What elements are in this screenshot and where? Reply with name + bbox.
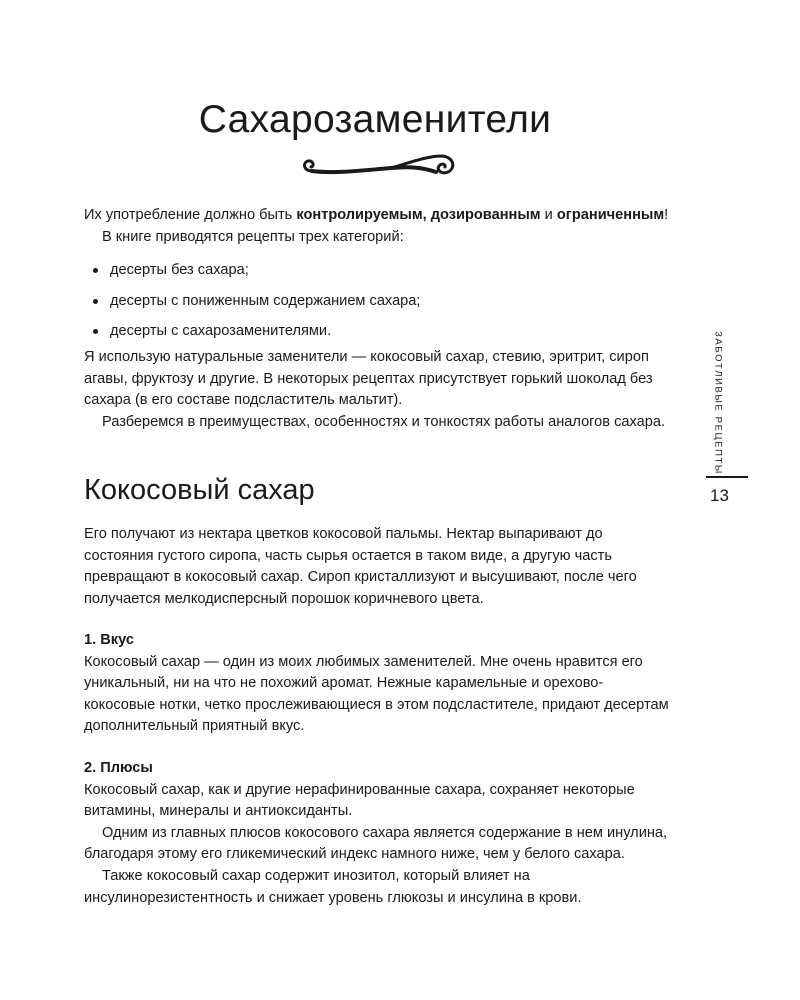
list-item: десерты без сахара; (84, 260, 670, 291)
intro-paragraph-2: В книге приводятся рецепты трех категорий: (102, 228, 404, 245)
margin-rule (706, 476, 748, 478)
subsection-pros (84, 758, 670, 909)
subsection-title: 2. Плюсы (84, 760, 153, 776)
intro-paragraph-4: Разберемся в преимуществах, особенностях и тонкостях работы аналогов сахара. (102, 413, 666, 430)
page-title: Сахарозаменители (198, 98, 552, 141)
section-heading: Кокосовый сахар (84, 474, 315, 506)
intro-block (84, 205, 670, 352)
intro-block-2 (84, 347, 670, 433)
subsection-title: 1. Вкус (84, 632, 134, 648)
section-intro (84, 524, 670, 610)
subsection-text: Кокосовый сахар — один из моих любимых заменителей. Мне очень нравится его уникальный, ни на что не похожий аромат. Нежные карамельные и орехово-кокосовые нотки, четко прослеживающиеся в этом подсластителе, придают десертам дополнительный приятный вкус. (84, 653, 669, 735)
intro-paragraph-1: Их употребление должно быть контролируемым, дозированным и ограниченным! (84, 207, 669, 223)
emphasis-text: ограниченным (556, 207, 665, 223)
swirl-ornament-icon (296, 150, 460, 186)
running-title: ЗАБОТЛИВЫЕ РЕЦЕПТЫ (712, 331, 724, 475)
category-list (84, 260, 670, 352)
subsection-text: Кокосовый сахар, как и другие нерафинированные сахара, сохраняет некоторые витамины, минералы и антиоксиданты. (84, 781, 635, 820)
section-paragraph: Его получают из нектара цветков кокосовой пальмы. Нектар выпаривают до состояния густого сиропа, часть сырья остается в таком виде, а другую часть превращают в кокосовый сахар. Сироп кристаллизуют и высушивают, после чего получается мелкодисперсный порошок коричневого цвета. (84, 526, 637, 607)
subsection-taste (84, 630, 670, 738)
list-item: десерты с пониженным содержанием сахара; (84, 291, 670, 322)
subsection-text: Также кокосовый сахар содержит инозитол, который влияет на инсулинорезистентность и снижает уровень глюкозы и инсулина в крови. (84, 867, 582, 906)
list-item: десерты с сахарозаменителями. (84, 321, 670, 352)
intro-paragraph-3: Я использую натуральные заменители — кокосовый сахар, стевию, эритрит, сироп агавы, фруктозу и другие. В некоторых рецептах присутствует горький шоколад без сахара (в его составе подсластитель мальтит). (84, 349, 653, 409)
subsection-text: Одним из главных плюсов кокосового сахара является содержание в нем инулина, благодаря этому его гликемический индекс намного ниже, чем у белого сахара. (84, 824, 668, 863)
page-number: 13 (710, 486, 729, 505)
emphasis-text: контролируемым, дозированным (296, 207, 541, 223)
